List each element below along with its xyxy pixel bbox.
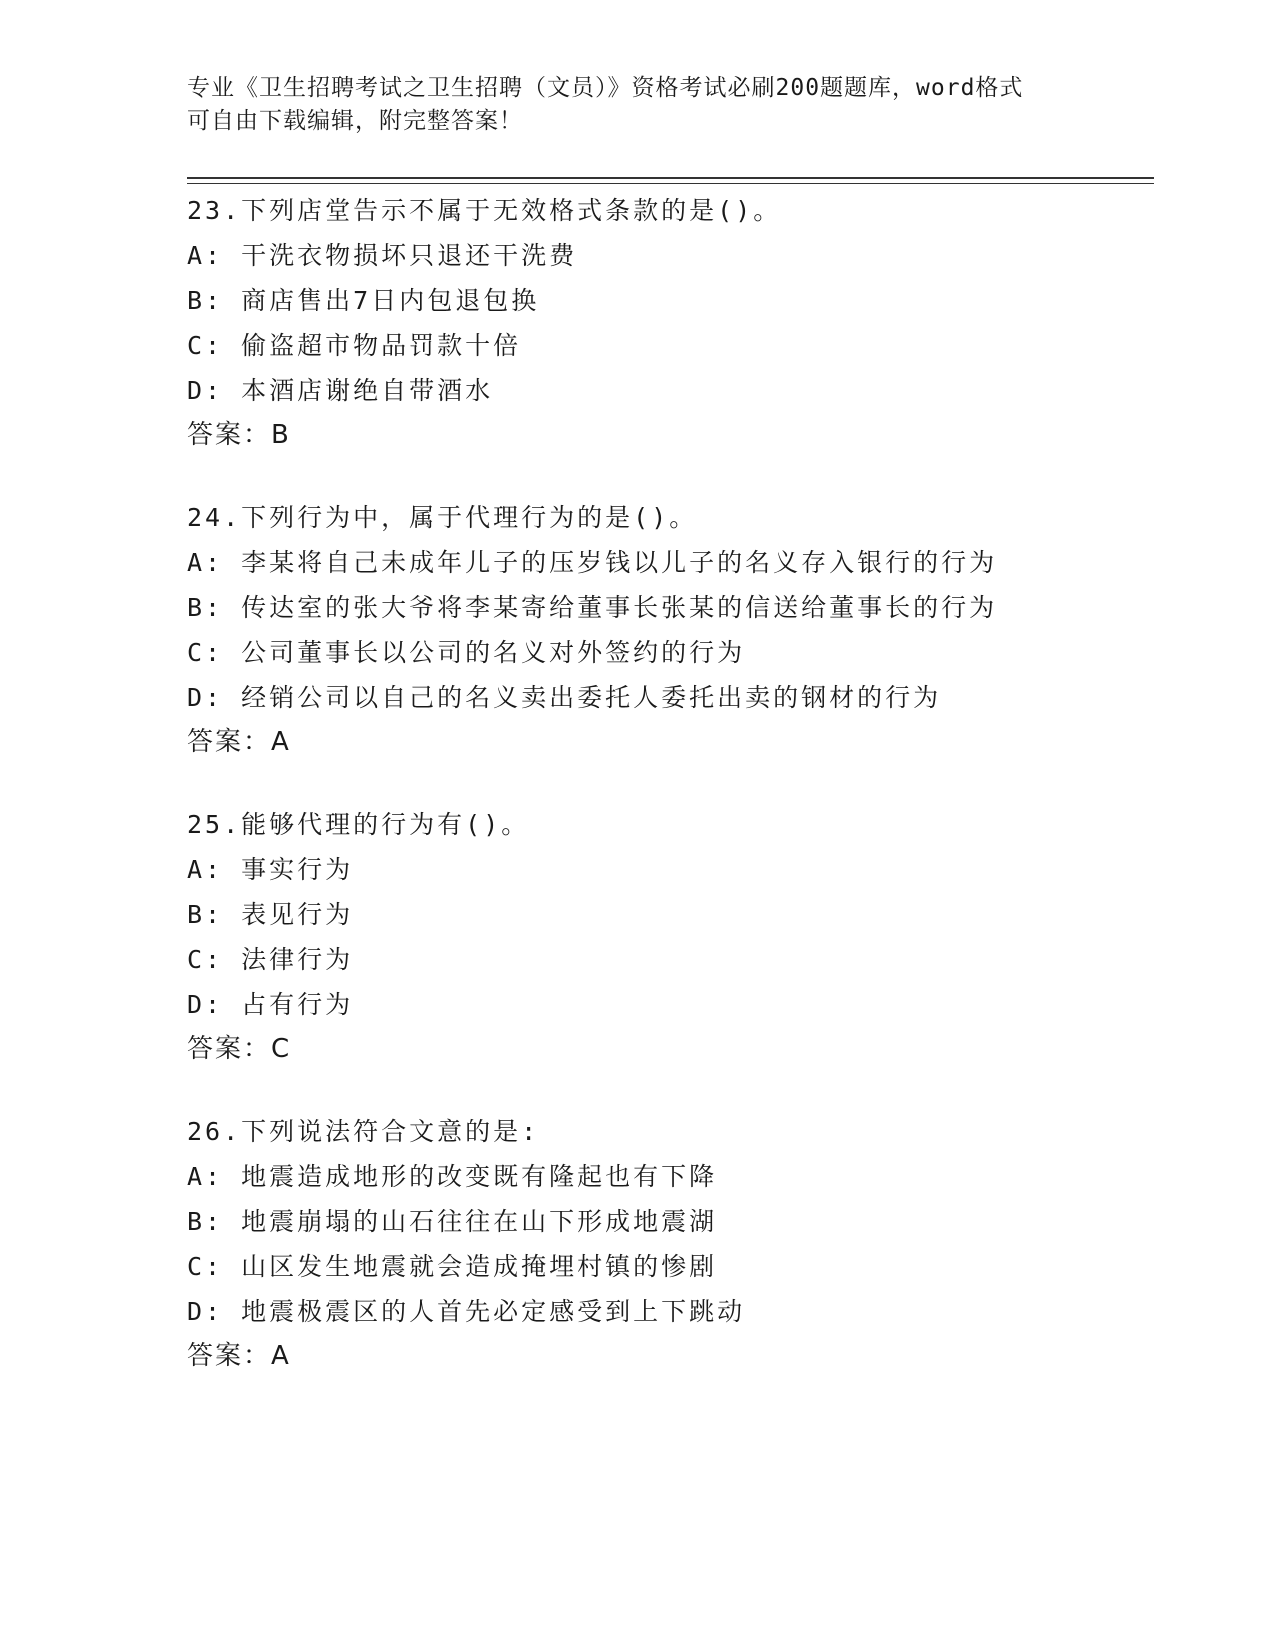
header-divider-thin xyxy=(187,183,1154,184)
question-26 xyxy=(187,1109,1147,1379)
header-line-2: 可自由下载编辑，附完整答案！ xyxy=(187,108,523,134)
answer-value: C xyxy=(271,1034,290,1064)
question-stem: 26.下列说法符合文意的是: xyxy=(187,1117,540,1146)
answer-label: 答案： xyxy=(187,1341,272,1371)
answer-value: A xyxy=(271,1341,289,1371)
option-c: C: 山区发生地震就会造成掩埋村镇的惨剧 xyxy=(187,1252,718,1281)
answer-label: 答案： xyxy=(187,1034,272,1064)
answer-line xyxy=(187,1027,1147,1072)
answer-label: 答案： xyxy=(187,420,272,450)
answer-line xyxy=(187,1334,1147,1379)
question-stem: 23.下列店堂告示不属于无效格式条款的是()。 xyxy=(187,196,782,225)
question-stem: 25.能够代理的行为有()。 xyxy=(187,810,530,839)
option-a: A: 干洗衣物损坏只退还干洗费 xyxy=(187,241,578,270)
option-d: D: 本酒店谢绝自带酒水 xyxy=(187,376,494,405)
option-c: C: 法律行为 xyxy=(187,945,354,974)
question-stem: 24.下列行为中，属于代理行为的是()。 xyxy=(187,503,698,532)
header-divider-thick xyxy=(187,177,1154,179)
question-25 xyxy=(187,802,1147,1072)
option-a: A: 事实行为 xyxy=(187,855,354,884)
question-list xyxy=(187,188,1147,1416)
option-d: D: 占有行为 xyxy=(187,990,354,1019)
answer-value: A xyxy=(271,727,289,757)
option-d: D: 地震极震区的人首先必定感受到上下跳动 xyxy=(187,1297,746,1326)
option-d: D: 经销公司以自己的名义卖出委托人委托出卖的钢材的行为 xyxy=(187,683,942,712)
document-header xyxy=(187,72,1077,138)
question-24 xyxy=(187,495,1147,765)
option-b: B: 表见行为 xyxy=(187,900,354,929)
question-23 xyxy=(187,188,1147,458)
option-b: B: 传达室的张大爷将李某寄给董事长张某的信送给董事长的行为 xyxy=(187,593,998,622)
option-b: B: 商店售出7日内包退包换 xyxy=(187,286,540,315)
header-line-1: 专业《卫生招聘考试之卫生招聘（文员）》资格考试必刷200题题库，word格式 xyxy=(187,75,1024,101)
answer-label: 答案： xyxy=(187,727,272,757)
option-a: A: 地震造成地形的改变既有隆起也有下降 xyxy=(187,1162,718,1191)
answer-line xyxy=(187,413,1147,458)
answer-value: B xyxy=(271,420,289,450)
option-a: A: 李某将自己未成年儿子的压岁钱以儿子的名义存入银行的行为 xyxy=(187,548,998,577)
option-c: C: 偷盗超市物品罚款十倍 xyxy=(187,331,522,360)
option-c: C: 公司董事长以公司的名义对外签约的行为 xyxy=(187,638,746,667)
option-b: B: 地震崩塌的山石往往在山下形成地震湖 xyxy=(187,1207,718,1236)
answer-line xyxy=(187,720,1147,765)
